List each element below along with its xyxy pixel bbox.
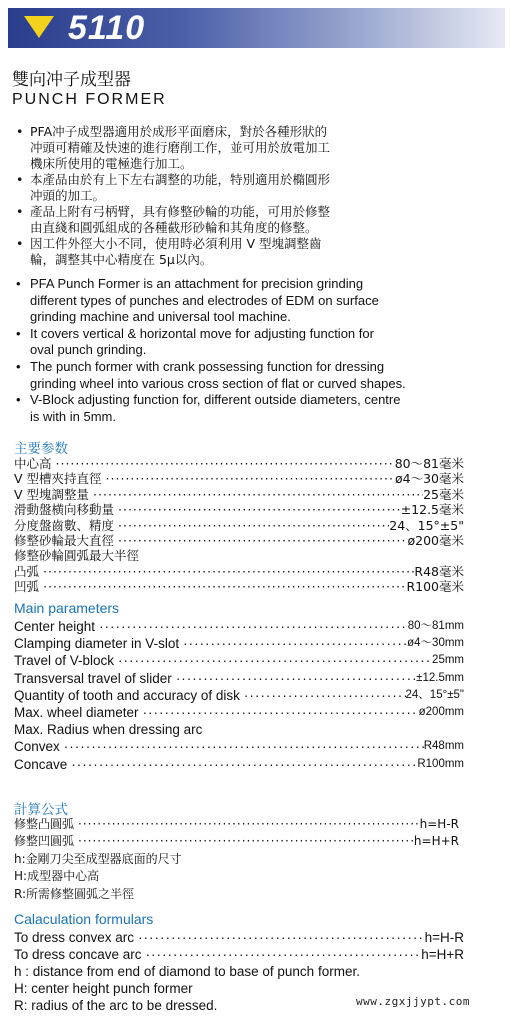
param-value: ±12.5mm	[416, 671, 464, 684]
param-label: Max. Radius when dressing arc	[14, 722, 203, 738]
leader-dots	[114, 518, 389, 533]
bullet-dot-icon: •	[16, 172, 24, 187]
formula-label: To dress convex arc	[14, 930, 135, 945]
param-row	[14, 618, 464, 635]
param-label: Max. wheel diameter	[14, 705, 139, 721]
formula-value: h=H+R	[413, 834, 459, 849]
bullet-dot-icon: •	[16, 392, 21, 408]
leader-dots	[39, 564, 414, 579]
param-label: 中心高	[14, 456, 52, 471]
bullet-line: 機床所使用的電極進行加工。	[30, 156, 193, 171]
bullet-item	[12, 172, 502, 204]
bullet-item	[12, 326, 502, 359]
param-label: Concave	[14, 756, 68, 772]
formula-row	[14, 816, 459, 833]
bullet-line: PFA Punch Former is an attachment for precision grinding	[30, 276, 364, 291]
param-row	[14, 756, 464, 773]
param-label: V 型塊調整量	[14, 486, 90, 502]
formula-label: 修整凸圓弧	[14, 817, 75, 831]
param-row	[14, 670, 464, 687]
param-label: Travel of V-block	[14, 653, 115, 669]
website-url: www.zgxjjypt.com	[356, 995, 470, 1008]
bullet-dot-icon: •	[16, 276, 21, 291]
param-label: 修整砂輪圓弧最大半徑	[14, 548, 140, 564]
bullet-dot-icon: •	[16, 236, 24, 251]
bullet-line: 因工件外徑大小不同，使用時必須利用 V 型塊調整齒	[30, 236, 322, 251]
param-label: Convex	[14, 739, 60, 755]
leader-dots	[74, 833, 414, 850]
param-label: 分度盤齒數、精度	[14, 517, 115, 533]
header-banner	[8, 8, 505, 48]
leader-dots	[179, 635, 407, 652]
bullet-dot-icon: •	[16, 204, 24, 219]
param-row	[14, 548, 464, 563]
leader-dots	[52, 456, 395, 471]
param-value: R48mm	[423, 740, 464, 753]
formula-note: R:所需修整圓弧之半徑	[14, 886, 135, 901]
param-label: Center height	[14, 619, 96, 634]
model-number: 5110	[68, 9, 146, 47]
param-value: 80～81毫米	[394, 456, 464, 471]
section-heading-params-en: Main parameters	[14, 600, 120, 616]
leader-dots	[134, 929, 425, 946]
param-label: Transversal travel of slider	[14, 670, 172, 686]
params-table-en	[14, 618, 464, 773]
param-value: R48毫米	[414, 563, 464, 579]
param-label: Clamping diameter in V-slot	[14, 636, 180, 652]
param-row	[14, 704, 464, 721]
formula-note: H:成型器中心高	[14, 869, 100, 884]
leader-dots	[114, 502, 401, 517]
param-row	[14, 502, 464, 517]
leader-dots	[142, 946, 422, 963]
bullet-list-zh	[12, 124, 502, 268]
bullet-item	[12, 392, 502, 425]
leader-dots	[240, 687, 406, 704]
param-label: 滑動盤横向移動量	[14, 502, 115, 518]
triangle-icon	[24, 16, 54, 38]
bullet-item	[12, 124, 502, 172]
param-label: 凹弧	[14, 579, 40, 595]
formula-value: h=H+R	[421, 947, 464, 962]
bullet-item	[12, 204, 502, 236]
param-row	[14, 738, 464, 755]
section-heading-formulas-zh: 計算公式	[14, 802, 68, 818]
formula-note: R: radius of the arc to be dressed.	[14, 998, 218, 1013]
leader-dots	[74, 816, 420, 833]
formula-row	[14, 833, 459, 850]
bullet-line: 冲頭的加工。	[30, 188, 106, 203]
bullet-line: It covers vertical & horizontal move for adjusting function for	[30, 325, 374, 341]
bullet-line: PFA冲子成型器適用於成形平面磨床，對於各種形狀的	[30, 124, 328, 139]
leader-dots	[39, 579, 406, 594]
param-row	[14, 456, 464, 471]
section-heading-formulas-en: Calaculation formulars	[14, 911, 154, 927]
bullet-item	[12, 359, 502, 392]
bullet-line: grinding machine and universal tool machine.	[30, 309, 291, 325]
param-value: 24、15°±5"	[389, 517, 464, 533]
param-value: ø200mm	[418, 706, 464, 719]
params-table-zh	[14, 456, 464, 595]
param-value: ø4～30毫米	[394, 471, 464, 487]
formula-label: 修整凹圓弧	[14, 834, 75, 849]
param-row	[14, 652, 464, 669]
bullet-line: 冲頭可精確及快速的進行磨削工作，並可用於放電加工	[30, 140, 331, 155]
param-value: 24、15°±5"	[405, 688, 464, 701]
bullet-line: 本產品由於有上下左右調整的功能，特別適用於橢圓形	[30, 172, 331, 187]
formula-note: h:金剛刀尖至成型器底面的尺寸	[14, 851, 182, 866]
bullet-line: 輪，調整其中心精度在 5μ以內。	[30, 252, 213, 267]
param-value: ±12.5毫米	[400, 502, 464, 518]
leader-dots	[102, 471, 395, 486]
param-value: 25mm	[432, 654, 464, 667]
bullet-line: 由直綫和圓弧組成的各種截形砂輪和其角度的修整。	[30, 220, 318, 235]
leader-dots	[114, 533, 407, 548]
formula-label: To dress concave arc	[14, 947, 142, 962]
param-label: 修整砂輪最大直徑	[14, 533, 115, 549]
param-row	[14, 579, 464, 594]
param-label: Quantity of tooth and accuracy of disk	[14, 687, 240, 703]
param-value: ø200毫米	[407, 533, 464, 549]
bullet-line: V-Block adjusting function for, different outside diameters, centre	[30, 392, 401, 408]
leader-dots	[60, 738, 424, 755]
formula-note: H: center height punch former	[14, 981, 193, 996]
param-value: R100mm	[417, 757, 464, 770]
param-value: 80～81mm	[407, 620, 464, 632]
bullet-list-en	[12, 276, 502, 425]
param-label: V 型槽夾持直徑	[14, 471, 102, 487]
leader-dots	[139, 704, 419, 721]
leader-dots	[95, 618, 408, 635]
bullet-line: 產品上附有弓柄臂，具有修整砂輪的功能，可用於修整	[30, 204, 331, 219]
formula-value: h=H-R	[419, 817, 459, 831]
bullet-line: The punch former with crank possessing function for dressing	[30, 358, 385, 374]
bullet-line: grinding wheel into various cross section of flat or curved shapes.	[30, 375, 406, 391]
section-heading-params-zh: 主要参数	[14, 441, 68, 457]
leader-dots	[67, 756, 417, 773]
param-row	[14, 687, 464, 704]
param-row	[14, 564, 464, 579]
formulas-zh	[14, 816, 459, 903]
product-title-zh: 雙向冲子成型器	[12, 70, 131, 90]
formula-value: h=H-R	[424, 930, 464, 945]
bullet-line: different types of punches and electrodes of EDM on surface	[30, 292, 379, 308]
param-row	[14, 518, 464, 533]
param-row	[14, 471, 464, 486]
bullet-dot-icon: •	[16, 325, 21, 341]
leader-dots	[114, 652, 432, 669]
product-title-en: PUNCH FORMER	[12, 91, 167, 108]
bullet-dot-icon: •	[16, 124, 24, 139]
param-value: ø4～30mm	[407, 637, 464, 650]
param-row	[14, 487, 464, 502]
param-row	[14, 721, 464, 738]
formula-row	[14, 929, 464, 946]
param-value: 25毫米	[423, 486, 464, 502]
bullet-line: oval punch grinding.	[30, 342, 147, 358]
leader-dots	[89, 487, 423, 502]
formula-note: h : distance from end of diamond to base of punch former.	[14, 964, 360, 979]
param-value: R100毫米	[406, 579, 464, 595]
leader-dots	[172, 670, 416, 687]
param-row	[14, 635, 464, 652]
bullet-item	[12, 236, 502, 268]
param-label: 凸弧	[14, 563, 40, 579]
formula-row	[14, 946, 464, 963]
bullet-line: is with in 5mm.	[30, 408, 116, 424]
param-row	[14, 533, 464, 548]
bullet-item	[12, 276, 502, 326]
bullet-dot-icon: •	[16, 358, 21, 374]
